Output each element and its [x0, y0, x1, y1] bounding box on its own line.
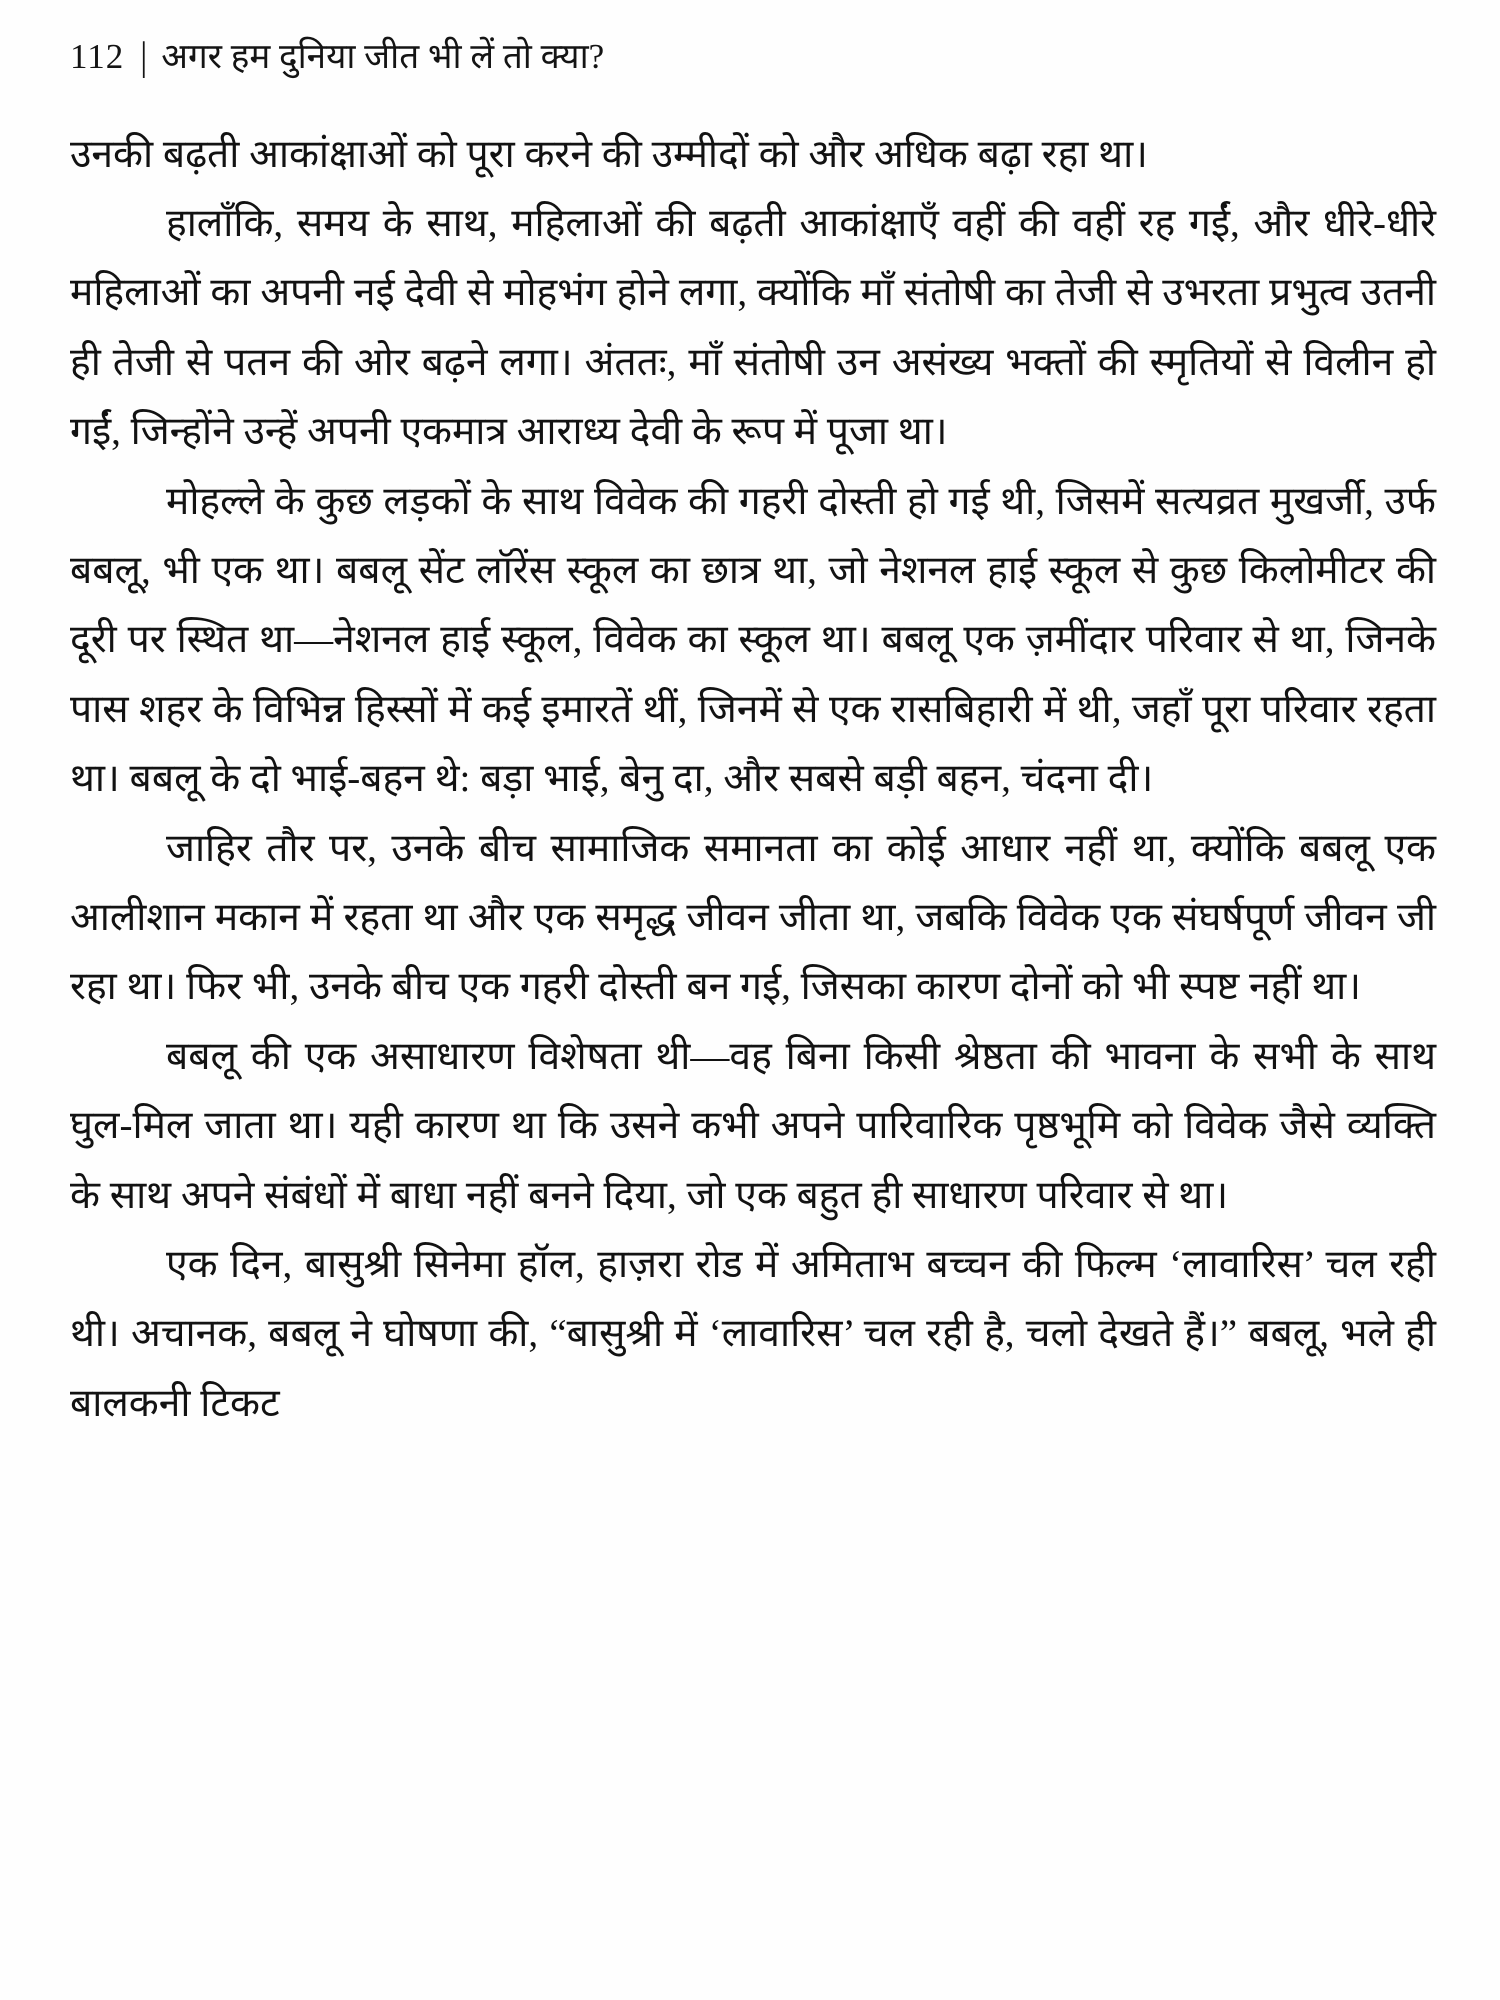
paragraph: उनकी बढ़ती आकांक्षाओं को पूरा करने की उम्मीदों को और अधिक बढ़ा रहा था।: [70, 132, 1148, 176]
paragraph: जाहिर तौर पर, उनके बीच सामाजिक समानता का कोई आधार नहीं था, क्योंकि बबलू एक आलीशान मकान में रहता था और एक समृद्ध जीवन जीता था, जबकि विवेक एक संघर्षपूर्ण जीवन जी रहा था। फिर भी, उनके बीच एक गहरी दोस्ती बन गई, जिसका कारण दोनों को भी स्पष्ट नहीं था।: [70, 826, 1436, 1009]
paragraph: हालाँकि, समय के साथ, महिलाओं की बढ़ती आकांक्षाएँ वहीं की वहीं रह गईं, और धीरे-धीरे महिलाओं का अपनी नई देवी से मोहभंग होने लगा, क्योंकि माँ संतोषी का तेजी से उभरता प्रभुत्व उतनी ही तेजी से पतन की ओर बढ़ने लगा। अंततः, माँ संतोषी उन असंख्य भक्तों की स्मृतियों से विलीन हो गईं, जिन्होंने उन्हें अपनी एकमात्र आराध्य देवी के रूप में पूजा था।: [70, 201, 1436, 454]
paragraph: बबलू की एक असाधारण विशेषता थी—वह बिना किसी श्रेष्ठता की भावना के सभी के साथ घुल-मिल जाता था। यही कारण था कि उसने कभी अपने पारिवारिक पृष्ठभूमि को विवेक जैसे व्यक्ति के साथ अपने संबंधों में बाधा नहीं बनने दिया, जो एक बहुत ही साधारण परिवार से था।: [70, 1034, 1436, 1217]
paragraph: एक दिन, बासुश्री सिनेमा हॉल, हाज़रा रोड में अमिताभ बच्चन की फिल्म ‘लावारिस’ चल रही थी। अचानक, बबलू ने घोषणा की, “बासुश्री में ‘लावारिस’ चल रही है, चलो देखते हैं।” बबलू, भले ही बालकनी टिकट: [70, 1243, 1436, 1425]
running-title: अगर हम दुनिया जीत भी लें तो क्या?: [161, 37, 605, 76]
paragraph: मोहल्ले के कुछ लड़कों के साथ विवेक की गहरी दोस्ती हो गई थी, जिसमें सत्यव्रत मुखर्जी, उर्फ बबलू, भी एक था। बबलू सेंट लॉरेंस स्कूल का छात्र था, जो नेशनल हाई स्कूल से कुछ किलोमीटर की दूरी पर स्थित था—नेशनल हाई स्कूल, विवेक का स्कूल था। बबलू एक ज़मींदार परिवार से था, जिनके पास शहर के विभिन्न हिस्सों में कई इमारतें थीं, जिनमें से एक रासबिहारी में थी, जहाँ पूरा परिवार रहता था। बबलू के दो भाई-बहन थे: बड़ा भाई, बेनु दा, और सबसे बड़ी बहन, चंदना दी।: [70, 479, 1436, 801]
page-header: [70, 34, 1436, 80]
page-body: [70, 120, 1436, 1439]
header-separator: |: [140, 34, 148, 79]
page-number: 112: [70, 37, 125, 76]
